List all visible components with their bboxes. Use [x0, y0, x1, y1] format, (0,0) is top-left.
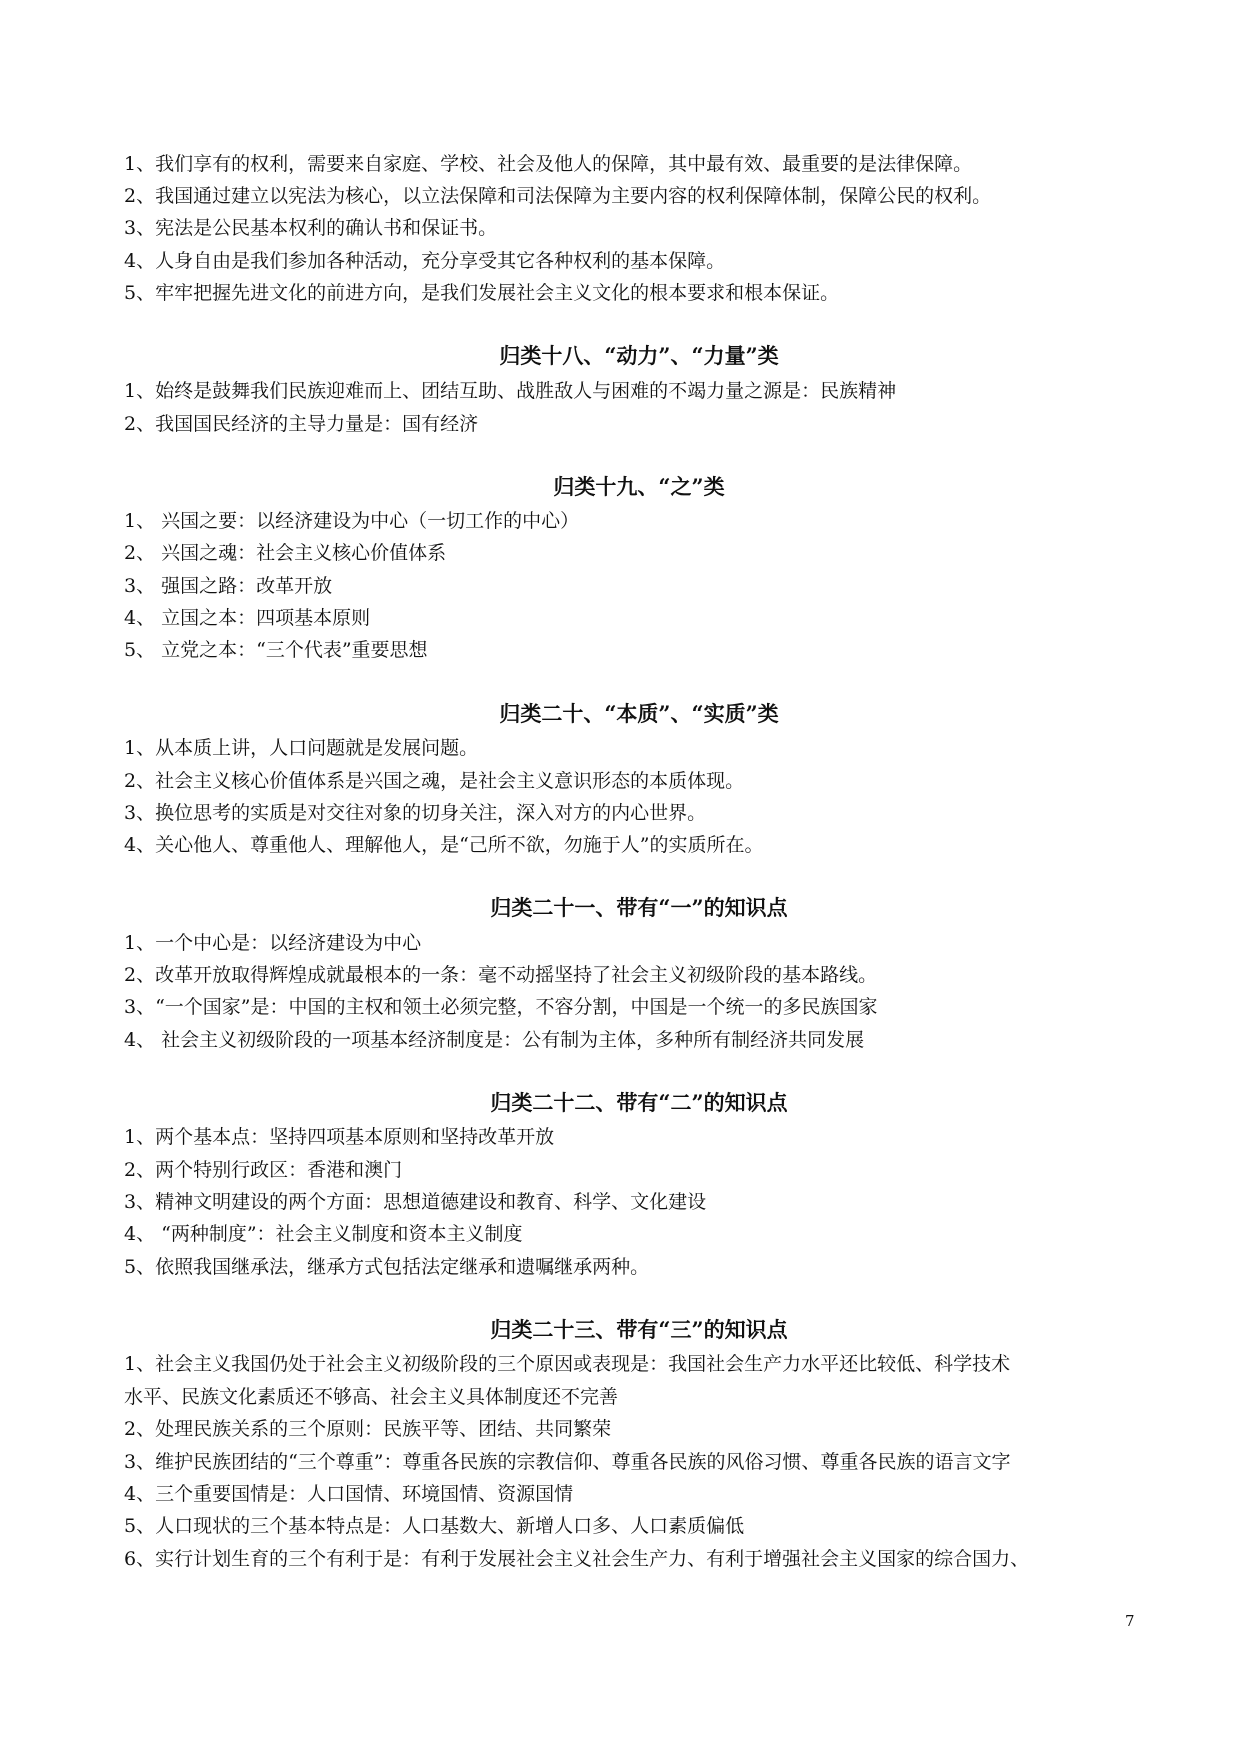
list-item: 2、我国通过建立以宪法为核心，以立法保障和司法保障为主要内容的权利保障体制，保障公民的权利。 — [124, 185, 992, 207]
list-item: 6、实行计划生育的三个有利于是：有利于发展社会主义社会生产力、有利于增强社会主义国家的综合国力、 — [124, 1548, 1030, 1570]
list-item: 4、 社会主义初级阶段的一项基本经济制度是：公有制为主体，多种所有制经济共同发展 — [124, 1029, 865, 1051]
section-heading: 归类二十一、带有“一”的知识点 — [490, 895, 788, 920]
list-item: 4、 立国之本：四项基本原则 — [124, 607, 371, 629]
list-item: 1、社会主义我国仍处于社会主义初级阶段的三个原因或表现是：我国社会生产力水平还比较低、科学技术 — [124, 1353, 1011, 1375]
list-item: 5、 立党之本：“三个代表”重要思想 — [124, 639, 428, 661]
list-item: 4、人身自由是我们参加各种活动，充分享受其它各种权利的基本保障。 — [124, 250, 726, 272]
section-heading: 归类二十三、带有“三”的知识点 — [490, 1317, 788, 1342]
list-item: 4、关心他人、尊重他人、理解他人，是“己所不欲，勿施于人”的实质所在。 — [124, 834, 764, 856]
list-item: 4、 “两种制度”：社会主义制度和资本主义制度 — [124, 1223, 523, 1245]
list-item: 2、我国国民经济的主导力量是：国有经济 — [124, 413, 479, 435]
list-item: 2、改革开放取得辉煌成就最根本的一条：毫不动摇坚持了社会主义初级阶段的基本路线。 — [124, 964, 878, 986]
list-item: 1、始终是鼓舞我们民族迎难而上、团结互助、战胜敌人与困难的不竭力量之源是：民族精神 — [124, 380, 897, 402]
list-item: 3、换位思考的实质是对交往对象的切身关注，深入对方的内心世界。 — [124, 802, 707, 824]
page-number: 7 — [1125, 1612, 1135, 1630]
list-item: 5、牢牢把握先进文化的前进方向，是我们发展社会主义文化的根本要求和根本保证。 — [124, 282, 840, 304]
section-heading: 归类十八、“动力”、“力量”类 — [499, 343, 779, 368]
list-item: 2、 兴国之魂：社会主义核心价值体系 — [124, 542, 447, 564]
section-heading: 归类二十、“本质”、“实质”类 — [499, 701, 779, 726]
list-item: 5、依照我国继承法，继承方式包括法定继承和遗嘱继承两种。 — [124, 1256, 650, 1278]
list-item: 2、社会主义核心价值体系是兴国之魂，是社会主义意识形态的本质体现。 — [124, 770, 745, 792]
list-item: 2、处理民族关系的三个原则：民族平等、团结、共同繁荣 — [124, 1418, 612, 1440]
list-item: 5、人口现状的三个基本特点是：人口基数大、新增人口多、人口素质偏低 — [124, 1515, 745, 1537]
list-item: 3、维护民族团结的“三个尊重”：尊重各民族的宗教信仰、尊重各民族的风俗习惯、尊重各民族的语言文字 — [124, 1451, 1011, 1473]
section-heading: 归类十九、“之”类 — [553, 474, 725, 499]
list-item: 1、我们享有的权利，需要来自家庭、学校、社会及他人的保障，其中最有效、最重要的是法律保障。 — [124, 153, 973, 175]
list-item: 3、精神文明建设的两个方面：思想道德建设和教育、科学、文化建设 — [124, 1191, 707, 1213]
list-item: 1、两个基本点：坚持四项基本原则和坚持改革开放 — [124, 1126, 555, 1148]
list-item: 1、从本质上讲，人口问题就是发展问题。 — [124, 737, 479, 759]
section-heading: 归类二十二、带有“二”的知识点 — [490, 1090, 788, 1115]
list-item: 3、“一个国家”是：中国的主权和领土必须完整，不容分割，中国是一个统一的多民族国家 — [124, 996, 878, 1018]
list-item: 2、两个特别行政区：香港和澳门 — [124, 1159, 403, 1181]
list-item: 1、 兴国之要：以经济建设为中心（一切工作的中心） — [124, 510, 580, 532]
list-item: 3、宪法是公民基本权利的确认书和保证书。 — [124, 217, 498, 239]
list-item: 水平、民族文化素质还不够高、社会主义具体制度还不完善 — [124, 1386, 619, 1408]
list-item: 3、 强国之路：改革开放 — [124, 575, 333, 597]
list-item: 4、三个重要国情是：人口国情、环境国情、资源国情 — [124, 1483, 574, 1505]
list-item: 1、一个中心是：以经济建设为中心 — [124, 932, 422, 954]
